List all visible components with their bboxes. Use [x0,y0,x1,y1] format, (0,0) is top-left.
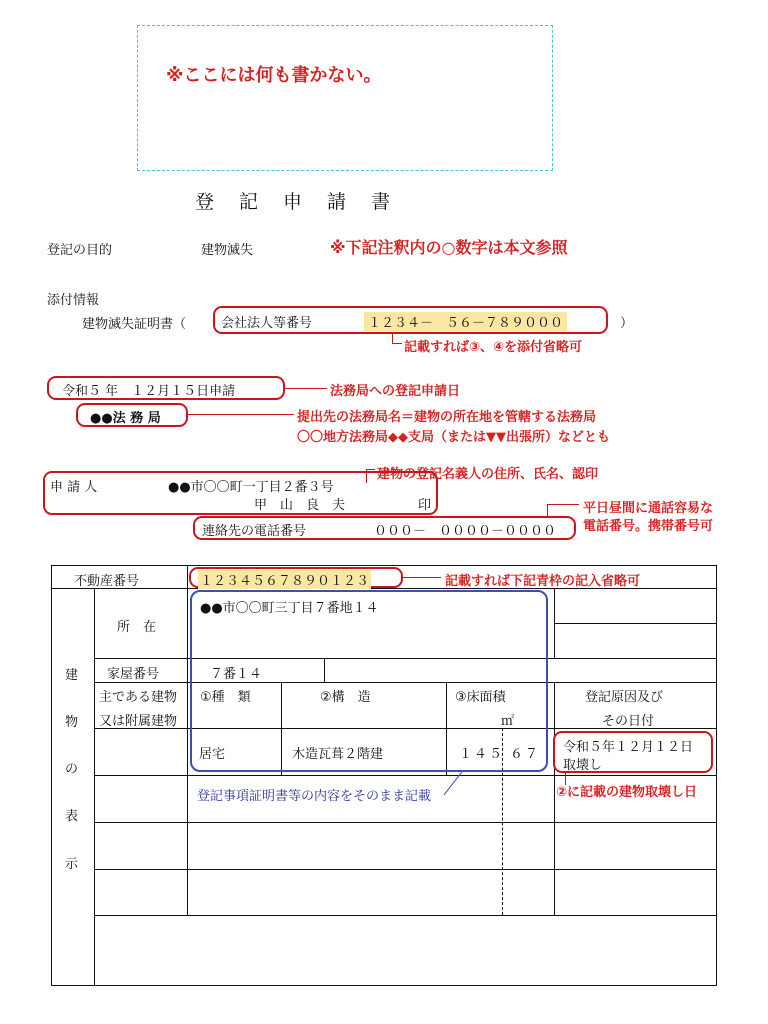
col-cause-header-1: 登記原因及び [585,690,664,705]
corp-number-note: 記載すれば③、④を添付省略可 [404,340,583,355]
cause-value-2: 取壊し [563,758,603,773]
phone-note-2: 電話番号。携帯番号可 [583,519,714,534]
col-kind-header: ①種 類 [200,690,251,705]
phone-note-1: 平日昼間に通話容易な [583,501,714,516]
col-cause-header-2: その日付 [602,714,655,729]
blank-area-box [137,25,553,171]
applicant-seal: 印 [418,498,432,513]
phone-number: ０００－ ００００－００００ [374,524,557,539]
blank-area-note: ※ここには何も書かない。 [166,65,382,86]
bureau-note-2: 〇〇地方法務局◆◆支局（または▼▼出張所）などとも [297,430,610,445]
date-note: 法務局への登記申請日 [330,384,461,399]
applicant-pointer [366,469,375,470]
applicant-name: 甲 山 良 夫 [254,498,346,513]
applicant-label: 申 請 人 [50,480,98,495]
page-title: 登 記 申 請 書 [195,191,394,213]
cause-value-1: 令和５年１２月１２日 [563,740,694,755]
corp-number-pointer-v [392,333,393,343]
copy-as-is-note: 登記事項証明書等の内容をそのまま記載 [197,789,432,804]
copy-as-is-box [190,590,548,772]
structure-value: 木造瓦葺２階建 [292,747,384,762]
corp-number-label: 会社法人等番号 [221,316,313,331]
purpose-note: ※下記注釈内の○数字は本文参照 [330,238,568,257]
side-label-4: 表 [65,809,79,824]
corp-number-value: １２３４－ ５６－７８９０００ [364,312,567,331]
side-label-5: 示 [65,857,79,872]
area-decimal: ６７ [510,747,541,762]
phone-pointer-v [547,504,548,516]
kind-value: 居宅 [199,747,226,762]
area-integer: １４５ [459,747,505,762]
house-number-label: 家屋番号 [107,667,160,682]
phone-label: 連絡先の電話番号 [202,524,307,539]
cause-note: ②に記載の建物取壊し日 [556,785,698,800]
property-number-value: １２３４５６７８９０１２３ [198,570,371,589]
attachments-label: 添付情報 [47,293,100,308]
side-label-3: の [65,762,79,777]
house-number-value: ７番１４ [210,667,263,682]
property-number-label: 不動産番号 [74,574,140,589]
bureau-pointer [188,414,294,415]
purpose-value: 建物滅失 [201,243,254,258]
phone-pointer [547,504,579,505]
bureau-note-1: 提出先の法務局名＝建物の所在地を管轄する法務局 [297,410,597,425]
attachments-item-suffix: ） [620,316,634,331]
main-building-label-1: 主である建物 [99,690,178,705]
side-label-2: 物 [65,715,79,730]
col-structure-header: ②構 造 [320,690,371,705]
application-date: 令和５ 年 １２月１５日申請 [62,384,236,399]
corp-number-pointer [392,343,402,344]
applicant-note: 建物の登記名義人の住所、氏名、認印 [377,467,599,482]
side-label-1: 建 [65,668,79,683]
col-area-unit: ㎡ [501,714,515,729]
date-pointer [285,388,327,389]
location-label: 所 在 [117,620,157,635]
property-number-pointer [403,577,441,578]
bureau-name: ●●法 務 局 [90,411,161,426]
purpose-label: 登記の目的 [47,243,113,258]
applicant-address: ●●市〇〇町一丁目２番３号 [168,480,334,495]
main-building-label-2: 又は附属建物 [99,714,178,729]
property-number-note: 記載すれば下記青枠の記入省略可 [445,574,641,589]
attachments-item-prefix: 建物滅失証明書（ [82,317,187,332]
location-value: ●●市〇〇町三丁目７番地１４ [200,601,379,616]
col-area-header: ③床面積 [455,690,506,705]
